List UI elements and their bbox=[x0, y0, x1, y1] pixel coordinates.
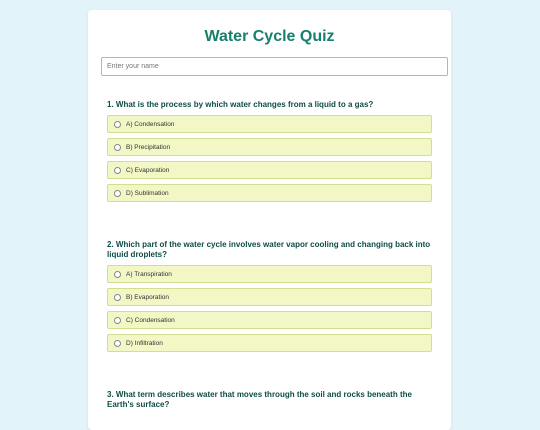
question-1 bbox=[107, 100, 437, 207]
question-1-option-c[interactable] bbox=[107, 161, 432, 179]
option-label: D) Infiltration bbox=[126, 339, 163, 347]
question-2-option-c[interactable] bbox=[107, 311, 432, 329]
radio-button[interactable] bbox=[114, 190, 121, 197]
option-label: D) Sublimation bbox=[126, 189, 169, 197]
question-2 bbox=[107, 240, 437, 357]
name-input[interactable] bbox=[101, 57, 448, 76]
quiz-title: Water Cycle Quiz bbox=[204, 28, 335, 45]
question-2-text: 2. Which part of the water cycle involves water vapor cooling and changing back into liquid droplets? bbox=[107, 240, 431, 259]
option-label: A) Condensation bbox=[126, 120, 175, 128]
question-3-text: 3. What term describes water that moves through the soil and rocks beneath the Earth's surface? bbox=[107, 390, 412, 409]
radio-button[interactable] bbox=[114, 144, 121, 151]
question-1-text: 1. What is the process by which water changes from a liquid to a gas? bbox=[107, 100, 374, 109]
option-label: C) Condensation bbox=[126, 316, 175, 324]
option-label: A) Transpiration bbox=[126, 270, 172, 278]
option-label: B) Precipitation bbox=[126, 143, 171, 151]
radio-button[interactable] bbox=[114, 294, 121, 301]
question-1-option-b[interactable] bbox=[107, 138, 432, 156]
question-3 bbox=[107, 390, 437, 415]
question-1-option-d[interactable] bbox=[107, 184, 432, 202]
option-label: B) Evaporation bbox=[126, 293, 169, 301]
radio-button[interactable] bbox=[114, 271, 121, 278]
radio-button[interactable] bbox=[114, 340, 121, 347]
quiz-card bbox=[88, 10, 451, 430]
question-1-option-a[interactable] bbox=[107, 115, 432, 133]
radio-button[interactable] bbox=[114, 167, 121, 174]
option-label: C) Evaporation bbox=[126, 166, 170, 174]
radio-button[interactable] bbox=[114, 121, 121, 128]
question-2-option-b[interactable] bbox=[107, 288, 432, 306]
question-2-option-d[interactable] bbox=[107, 334, 432, 352]
question-2-option-a[interactable] bbox=[107, 265, 432, 283]
radio-button[interactable] bbox=[114, 317, 121, 324]
